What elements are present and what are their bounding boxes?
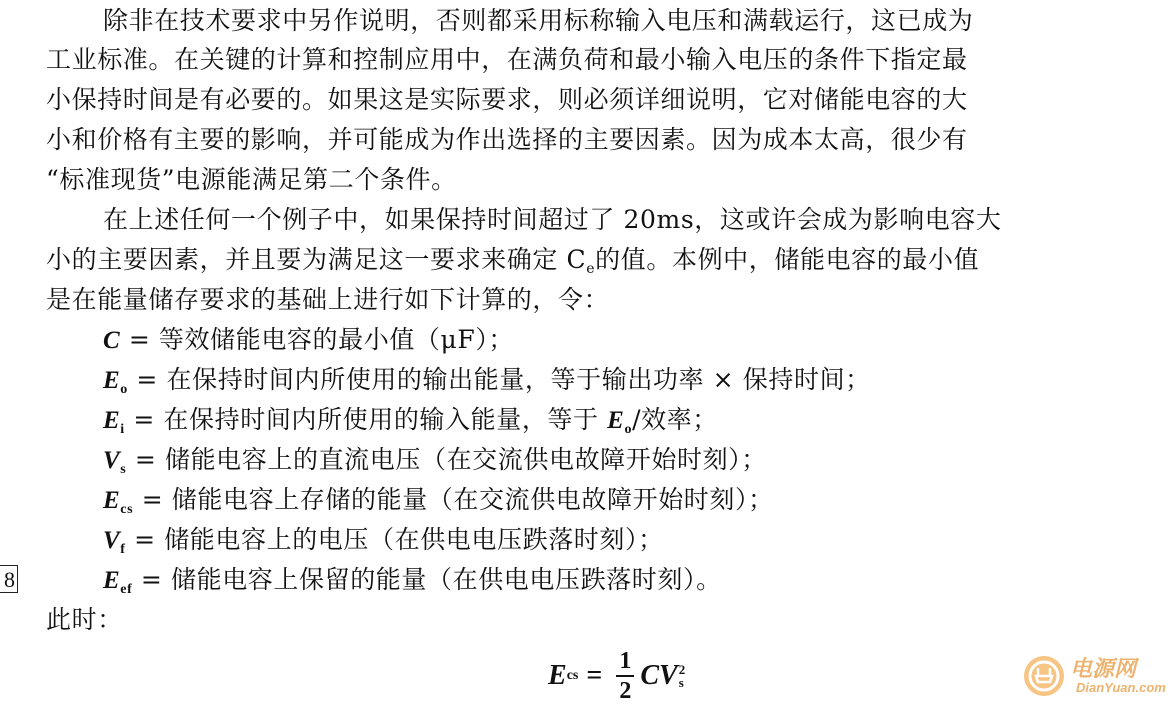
def-text: = 储能电容上的直流电压（在交流供电故障开始时刻）； bbox=[126, 445, 767, 474]
formula-lhs-sub: cs bbox=[566, 668, 579, 683]
paragraph-1-line-1: 除非在技术要求中另作说明，否则都采用标称输入电压和满载运行，这已成为 bbox=[103, 6, 974, 35]
def-tail-sub: o bbox=[624, 422, 633, 437]
def-var: E bbox=[103, 407, 121, 434]
paragraph-1-line-5: “标准现货”电源能满足第二个条件。 bbox=[46, 165, 457, 194]
def-sub: o bbox=[120, 382, 128, 397]
watermark-logo bbox=[1024, 650, 1169, 702]
def-var: V bbox=[103, 447, 121, 474]
def-text: = 在保持时间内所使用的输出能量，等于输出功率 × 保持时间； bbox=[127, 365, 871, 394]
def-sub: s bbox=[120, 462, 127, 477]
paragraph-2-line-2 bbox=[46, 245, 979, 284]
formula-rhs-sub: s bbox=[678, 675, 684, 690]
definition-ei bbox=[103, 405, 718, 445]
def-sub: i bbox=[120, 422, 125, 437]
definition-eo bbox=[103, 365, 871, 405]
def-sub: ef bbox=[120, 582, 133, 597]
fraction-numerator: 1 bbox=[619, 648, 632, 674]
definition-vf bbox=[103, 525, 664, 565]
paragraph-1-line-4: 小和价格有主要的影响，并可能成为作出选择的主要因素。因为成本太高，很少有 bbox=[46, 125, 968, 154]
watermark-name: 电源网 bbox=[1070, 656, 1137, 681]
formula-rhs-c: C bbox=[640, 660, 660, 691]
definition-vs bbox=[103, 445, 767, 485]
power-plug-icon bbox=[1024, 656, 1064, 696]
definition-ecs bbox=[103, 485, 774, 525]
watermark-url: DianYuan.com bbox=[1076, 680, 1166, 695]
def-tail-var: E bbox=[607, 407, 625, 434]
def-var: E bbox=[103, 567, 121, 594]
fraction-denominator: 2 bbox=[619, 678, 632, 704]
def-var: C bbox=[103, 327, 121, 354]
definition-c bbox=[103, 325, 514, 356]
after-definitions-text: 此时： bbox=[46, 605, 123, 634]
definition-eef bbox=[103, 565, 722, 605]
paragraph-1-line-3: 小保持时间是有必要的。如果这是实际要求，则必须详细说明，它对储能电容的大 bbox=[46, 85, 968, 114]
formula-fraction bbox=[616, 649, 634, 703]
paragraph-1-line-2: 工业标准。在关键的计算和控制应用中，在满负荷和最小输入电压的条件下指定最 bbox=[46, 45, 968, 74]
def-var: E bbox=[103, 487, 121, 514]
def-text: = 储能电容上的电压（在供电电压跌落时刻）； bbox=[125, 525, 664, 554]
paragraph-2-line-1: 在上述任何一个例子中，如果保持时间超过了 20ms，这或许会成为影响电容大 bbox=[103, 205, 1002, 234]
energy-formula bbox=[548, 646, 685, 706]
formula-equals: = bbox=[586, 660, 603, 691]
page-side-marker: 8 bbox=[0, 565, 18, 593]
def-sub: f bbox=[120, 542, 126, 557]
p2-line2-pre: 小的主要因素，并且要为满足这一要求来确定 C bbox=[46, 245, 587, 274]
fraction-bar bbox=[616, 675, 634, 677]
def-text: = 在保持时间内所使用的输入能量，等于 bbox=[124, 405, 608, 434]
p2-line2-sub: e bbox=[586, 261, 596, 277]
def-text: = 等效储能电容的最小值（μF）； bbox=[120, 325, 515, 354]
def-sub: cs bbox=[120, 502, 134, 517]
paragraph-2-line-3: 是在能量储存要求的基础上进行如下计算的，令： bbox=[46, 285, 610, 314]
formula-rhs-sup: 2 bbox=[678, 662, 686, 677]
def-text: = 储能电容上存储的能量（在交流供电故障开始时刻）； bbox=[133, 485, 774, 514]
formula-rhs-supsub bbox=[679, 663, 686, 689]
p2-line2-post: 的值。本例中，储能电容的最小值 bbox=[595, 245, 980, 274]
def-var: E bbox=[103, 367, 121, 394]
formula-rhs-v: V bbox=[659, 660, 678, 691]
def-tail-text: /效率； bbox=[632, 405, 718, 434]
def-var: V bbox=[103, 527, 121, 554]
def-text: = 储能电容上保留的能量（在供电电压跌落时刻）。 bbox=[132, 565, 722, 594]
formula-lhs-var: E bbox=[548, 660, 567, 691]
